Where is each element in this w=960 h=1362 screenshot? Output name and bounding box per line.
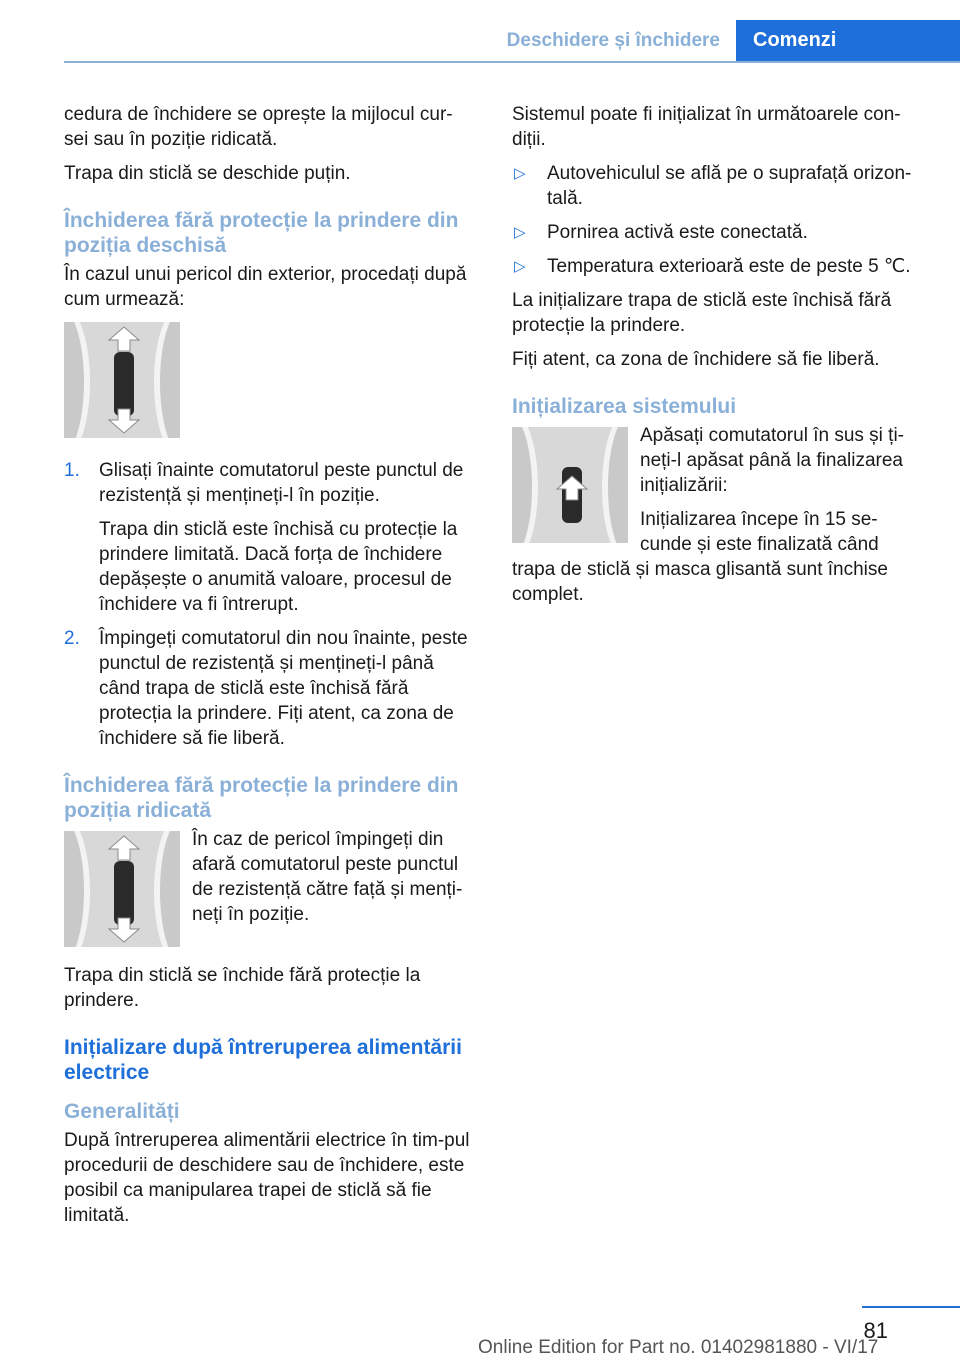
list-number: 1.	[64, 460, 80, 481]
heading-raised: Închiderea fără protecție la prindere din poziția ridicată	[64, 774, 459, 822]
arrow-down-icon	[108, 917, 140, 943]
list-text: Împingeți comutatorul din nou înainte, peste punctul de rezistență și mențineți-l până când trapa de sticlă este închisă fără protecția la prindere. Fiți atent, ca zona de închidere să fie liberă.	[99, 628, 468, 749]
paragraph: Sistemul poate fi inițializat în următoarele con‐diții.	[512, 104, 901, 150]
list-item: ▷ Autovehiculul se află pe o suprafață orizon‐tală.	[514, 163, 912, 209]
paragraph: După întreruperea alimentării electrice în tim‐pul procedurii de deschidere sau de închidere, este posibil ca manipularea trapei de sticlă să fie limitată.	[64, 1130, 470, 1226]
arrow-down-icon	[108, 408, 140, 434]
heading-system: Inițializarea sistemului	[512, 395, 737, 418]
paragraph: Apăsați comutatorul în sus și ți‐neți-l apăsat până la finalizarea inițializării:	[640, 425, 904, 496]
switch-image	[64, 322, 180, 438]
arrow-up-icon	[108, 835, 140, 861]
arrow-up-icon	[556, 475, 588, 501]
heading-open: Închiderea fără protecție la prindere din poziția deschisă	[64, 209, 459, 257]
triangle-bullet-icon: ▷	[514, 165, 526, 182]
paragraph: cedura de închidere se oprește la mijlocul cur‐sei sau în poziție ridicată.	[64, 104, 453, 150]
header-section: Deschidere și închidere	[506, 30, 720, 51]
triangle-bullet-icon: ▷	[514, 224, 526, 241]
heading-init: Inițializare după întreruperea alimentării electrice	[64, 1036, 462, 1084]
paragraph: Trapa din sticlă se deschide puțin.	[64, 163, 351, 184]
list-item: ▷ Temperatura exterioară este de peste 5 ℃.	[514, 256, 911, 277]
switch-image	[64, 831, 180, 947]
left-column	[64, 102, 476, 1237]
list-item: ▷ Pornirea activă este conectată.	[514, 222, 808, 243]
heading-general: Generalități	[64, 1100, 180, 1123]
edition-note: Online Edition for Part no. 01402981880 - VI/17	[478, 1337, 879, 1358]
paragraph: La inițializare trapa de sticlă este închisă fără protecție la prindere.	[512, 290, 892, 336]
paragraph: Fiți atent, ca zona de închidere să fie liberă.	[512, 349, 880, 370]
arrow-up-icon	[108, 326, 140, 352]
right-column	[512, 102, 926, 616]
header-tab: Comenzi	[736, 20, 960, 62]
header-rule	[64, 61, 960, 63]
page-number: 81	[863, 1318, 888, 1343]
paragraph: Inițializarea începe în 15 se‐cunde și este finalizată când trapa de sticlă și masca glisantă sunt închise complet.	[512, 509, 888, 605]
footer-rule	[862, 1306, 960, 1308]
list-number: 2.	[64, 628, 80, 649]
triangle-bullet-icon: ▷	[514, 258, 526, 275]
switch-image	[512, 427, 628, 543]
list-item	[64, 458, 476, 617]
paragraph: În cazul unui pericol din exterior, procedați după cum urmează:	[64, 264, 467, 310]
list-text: Glisați înainte comutatorul peste punctul de rezistență și mențineți-l în poziție.	[99, 460, 464, 506]
paragraph: În caz de pericol împingeți din afară comutatorul peste punctul de rezistență către față și menți‐neți în poziție.	[192, 829, 463, 925]
list-text: Trapa din sticlă este închisă cu protecție la prindere limitată. Dacă forța de închidere depășește o anumită valoare, procesul de închidere va fi întrerupt.	[99, 519, 458, 615]
list-item	[64, 626, 476, 751]
paragraph: Trapa din sticlă se închide fără protecție la prindere.	[64, 965, 421, 1011]
